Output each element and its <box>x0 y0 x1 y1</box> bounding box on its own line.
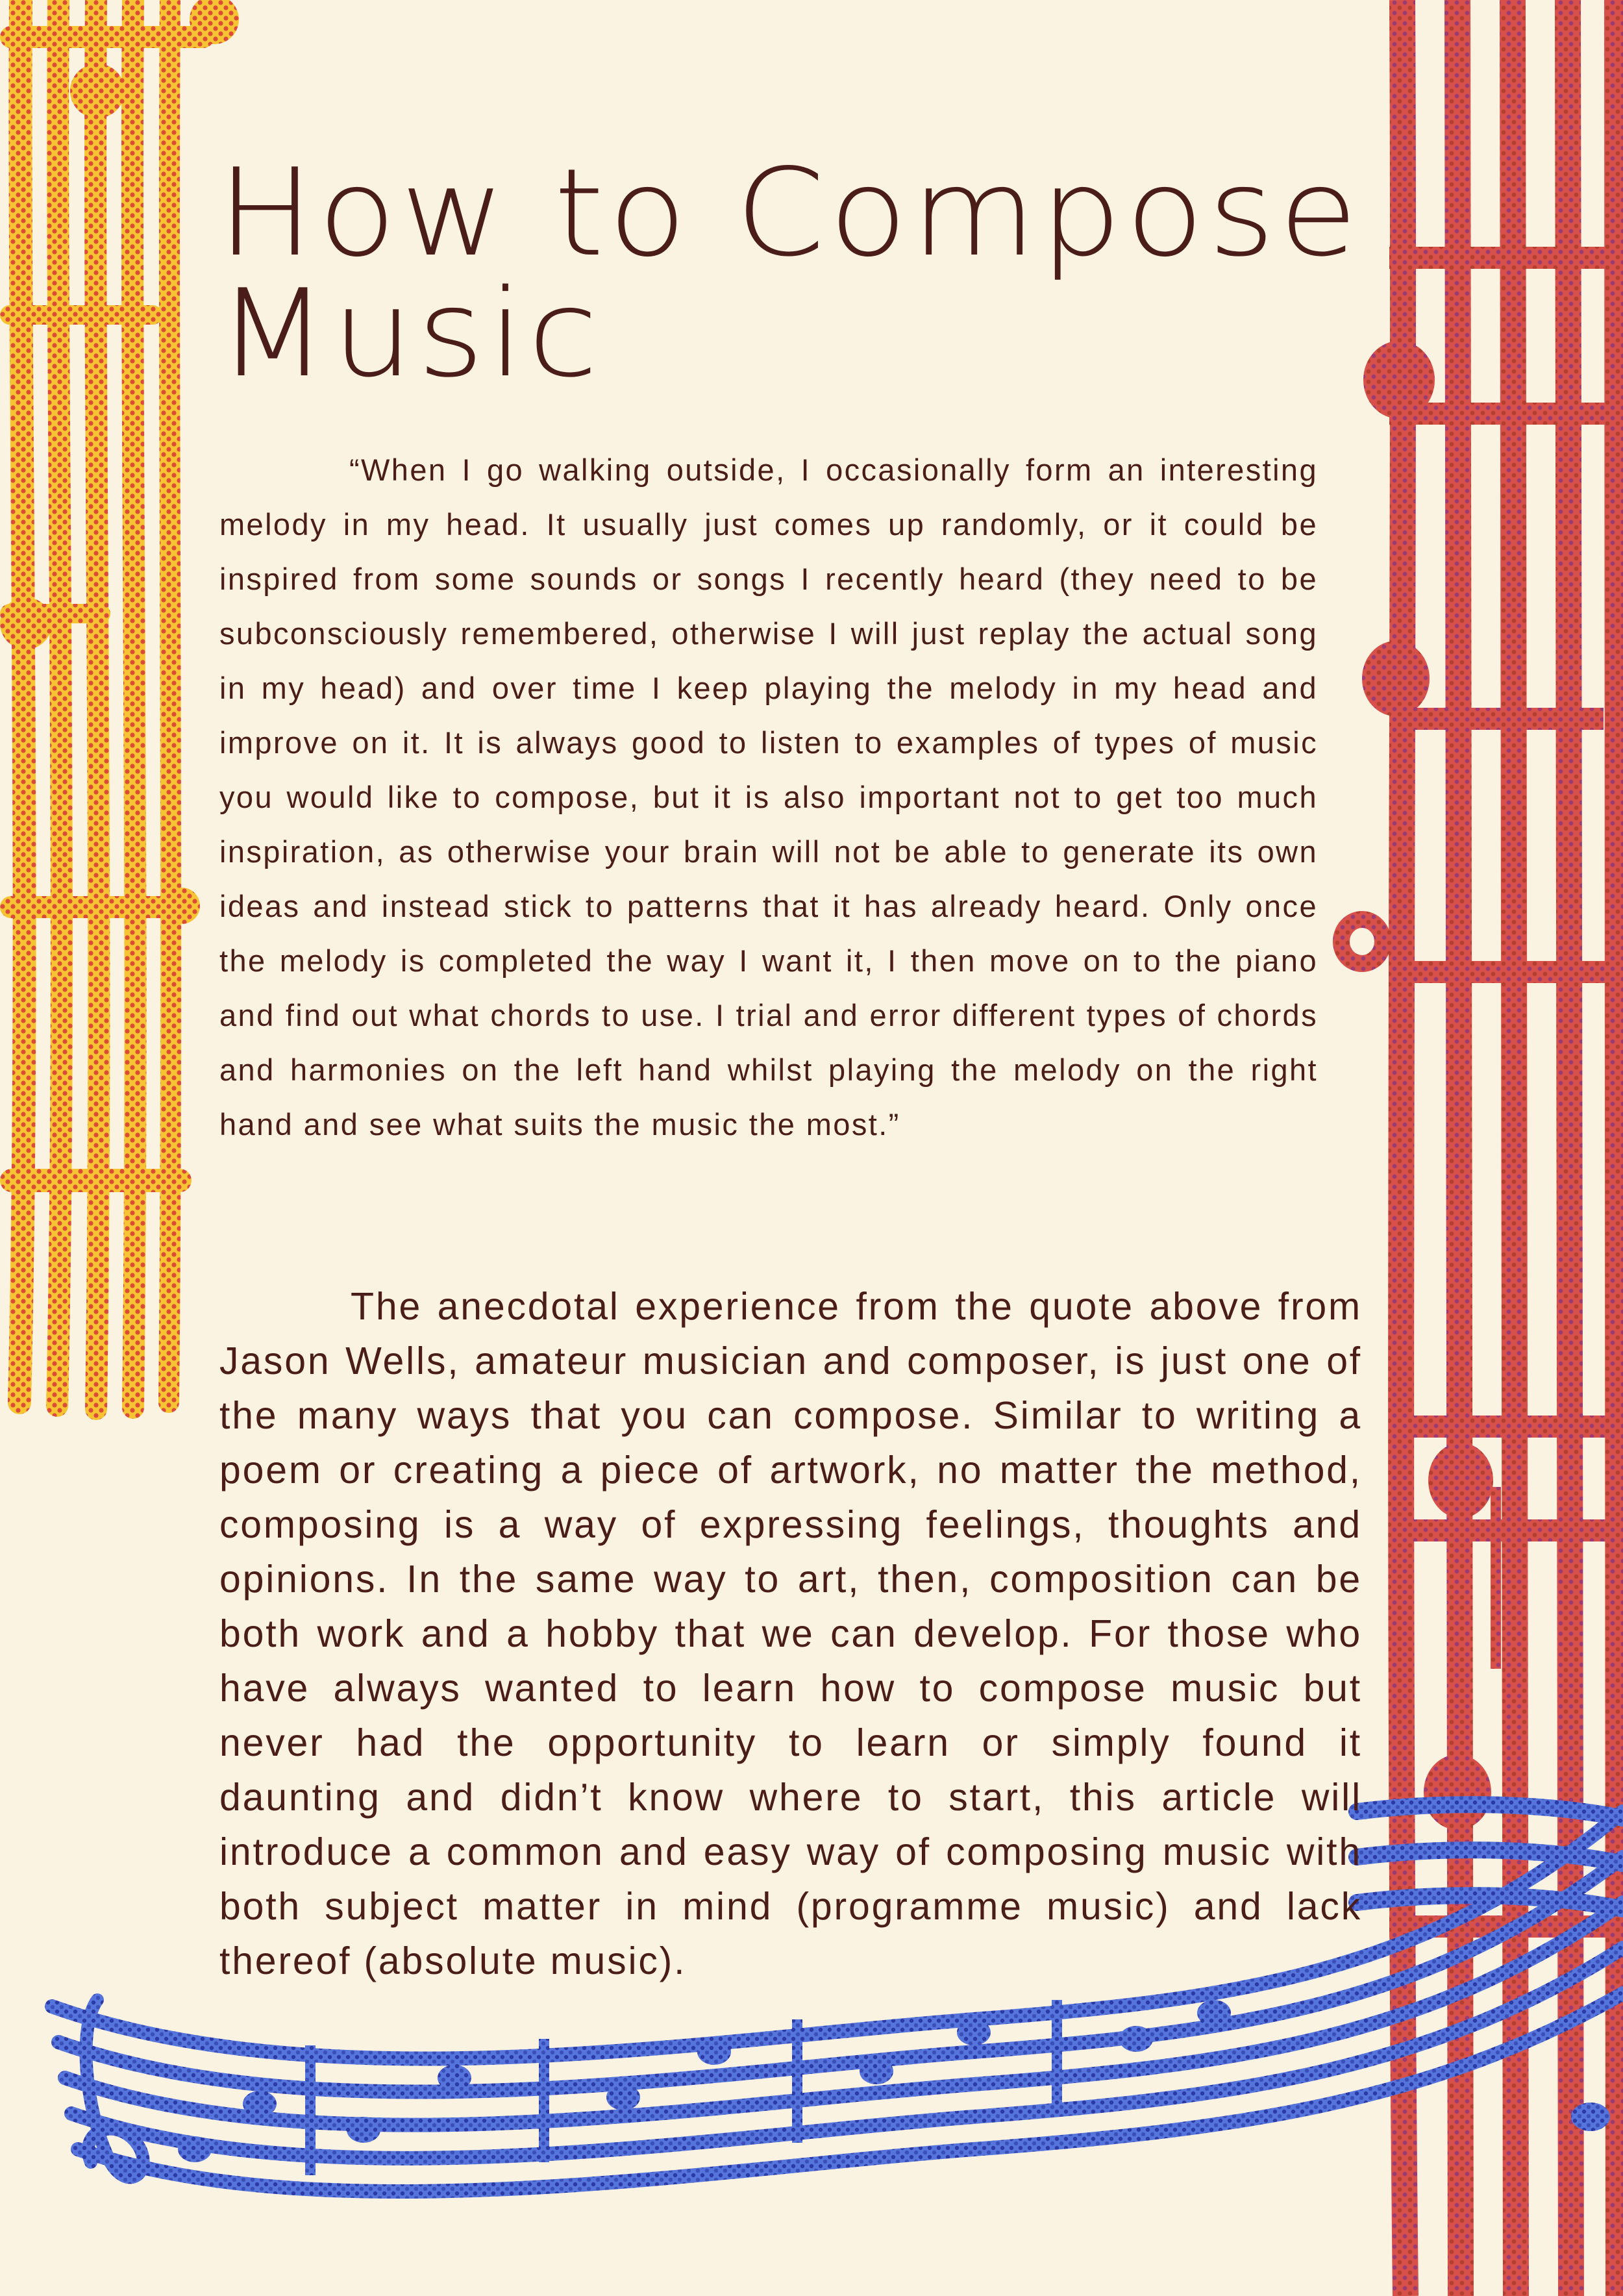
title-line-2: Music <box>217 263 602 404</box>
left-staff-line <box>132 0 136 1408</box>
blue-note <box>178 2136 212 2162</box>
blue-note <box>957 2019 991 2045</box>
left-staff-note <box>164 888 200 924</box>
right-staff-bar <box>1389 708 1604 730</box>
left-staff-line <box>57 0 62 1406</box>
blue-note <box>860 2058 893 2084</box>
right-staff-bar <box>1389 1416 1623 1438</box>
right-staff-bar <box>1389 961 1623 983</box>
blue-note <box>697 2039 731 2065</box>
right-staff-stem <box>1491 1487 1501 1669</box>
blue-note <box>606 2084 640 2110</box>
left-staff-line <box>95 0 99 1409</box>
right-staff-note <box>1341 919 1383 964</box>
right-staff-note <box>1424 1754 1491 1830</box>
article-title <box>217 142 1387 404</box>
right-staff-note <box>1428 1443 1493 1518</box>
left-staff-bar <box>0 305 162 325</box>
blue-note <box>1119 2026 1153 2052</box>
left-staff-bar <box>0 26 214 48</box>
blue-note <box>1197 2000 1231 2026</box>
blue-note <box>1571 2103 1610 2131</box>
blue-note <box>438 2065 471 2091</box>
blue-note <box>243 2091 277 2117</box>
title-line-1: How to Compose <box>217 142 1362 283</box>
right-staff-line <box>1512 0 1516 2296</box>
blue-bar-line <box>305 2045 316 2175</box>
blue-bar-line <box>792 2019 802 2143</box>
blue-bar-line <box>539 2039 549 2162</box>
left-staff-bar <box>0 896 188 918</box>
right-staff-line <box>1567 0 1571 2296</box>
left-staff-note <box>0 597 52 649</box>
blue-note <box>347 2117 380 2143</box>
right-staff-note <box>1362 641 1430 716</box>
blue-bar-line <box>1052 2000 1062 2117</box>
article-body-paragraph: The anecdotal experience from the quote above from Jason Wells, amateur musician and composer, is just one of the many ways that you can compose. Similar to writing a poem or creating a piece of artwork, no matter the method, composing is a way of expressing feelings, thoughts and opinions. In the same way to art, then, composition can be both work and a hobby that we can develop. For those who have always wanted to learn how to compose music but never had the opportunity to learn or simply found it daunting and didn’t know where to start, this article will introduce a common and easy way of composing music with both subject matter in mind (programme music) and lack thereof (absolute music). <box>219 1285 1362 1982</box>
right-staff-bar <box>1389 247 1623 269</box>
left-staff-note <box>70 64 125 118</box>
left-yellow-staff <box>0 0 239 1409</box>
right-staff-bar <box>1389 1519 1623 1541</box>
left-staff-bar <box>0 1169 192 1192</box>
pull-quote: “When I go walking outside, I occasionally form an interesting melody in my head. It usually just comes up randomly, or it could be inspired from some sounds or songs I recently heard (they need to be subconsciously remembered, otherwise I will just replay the actual song in my head) and over time I keep playing the melody in my head and improve on it. It is always good to listen to examples of types of music you would like to compose, but it is also important not to get too much inspiration, as otherwise your brain will not be able to generate its own ideas and instead stick to patterns that it has already heard. Only once the melody is completed the way I want it, I then move on to the piano and find out what chords to use. I trial and error different types of chords and harmonies on the left hand whilst playing the melody on the right hand and see what suits the music the most.” <box>219 453 1318 1142</box>
